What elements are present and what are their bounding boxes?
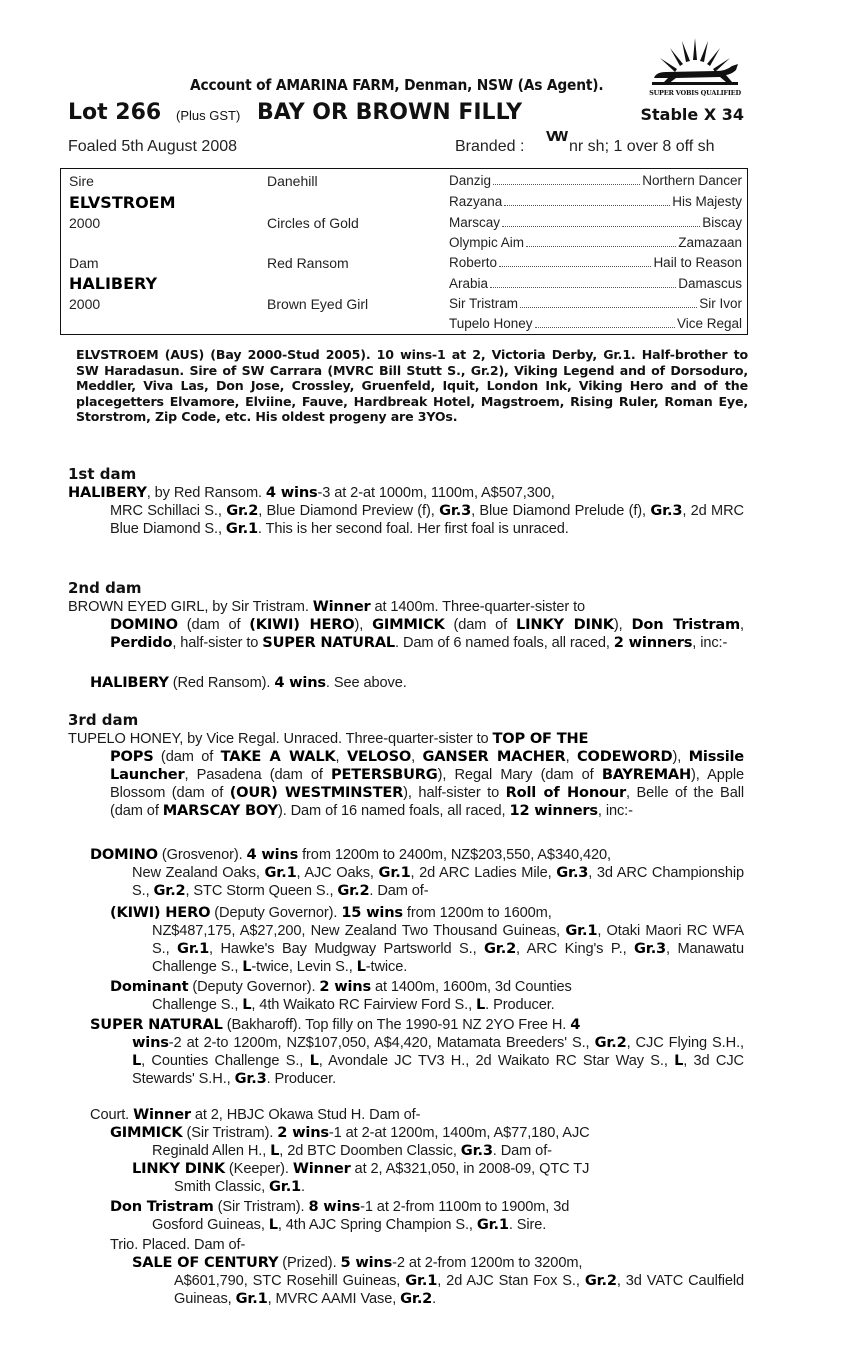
- second-dam-line: BROWN EYED GIRL, by Sir Tristram. Winner at 1400m. Three-quarter-sister to: [68, 598, 586, 615]
- pedigree-g3-row: Danzig Northern Dancer: [449, 173, 742, 188]
- dam-dam: Brown Eyed Girl: [267, 296, 369, 312]
- vendor-account-line: Account of AMARINA FARM, Denman, NSW (As Agent).: [190, 76, 604, 94]
- branded-label: Branded :: [455, 138, 525, 155]
- dam-sire: Red Ransom: [267, 255, 349, 271]
- second-dam-text: DOMINO (dam of (KIWI) HERO), GIMMICK (dam of LINKY DINK), Don Tristram, Perdido, half-sister to SUPER NATURAL. Dam of 6 named foals, all raced, 2 winners, inc:-: [110, 616, 744, 651]
- sire-sire: Danehill: [267, 173, 318, 189]
- gst-note: (Plus GST): [176, 108, 241, 123]
- progeny-kiwi-hero-text: NZ$487,175, A$27,200, New Zealand Two Thousand Guineas, Gr.1, Otaki Maori RC WFA S., Gr.1, Hawke's Bay Mudgway Partsworld S., Gr.2, ARC King's P., Gr.3, Manawatu Challenge S., L-twice, Levin S., L-twice.: [152, 922, 745, 975]
- progeny-super-natural-line: SUPER NATURAL (Bakharoff). Top filly on The 1990-91 NZ 2YO Free H. 4: [90, 1016, 581, 1033]
- pedigree-g3-row: Razyana His Majesty: [449, 194, 742, 209]
- first-dam-text: MRC Schillaci S., Gr.2, Blue Diamond Preview (f), Gr.3, Blue Diamond Prelude (f), Gr.3, 2d MRC Blue Diamond S., Gr.1. This is her second foal. Her first foal is unraced.: [110, 502, 744, 537]
- progeny-super-natural-text: wins-2 at 2-to 1200m, NZ$107,050, A$4,420, Matamata Breeders' S., Gr.2, CJC Flying S.H., L, Counties Challenge S., L, Avondale JC TV3 H., 2d Waikato RC Star Way S., L, 3d CJC Stewards' S.H., Gr.3. Producer.: [132, 1034, 744, 1087]
- lot-line: [68, 100, 744, 128]
- progeny-sale-of-century-text: A$601,790, STC Rosehill Guineas, Gr.1, 2d AJC Stan Fox S., Gr.2, 3d VATC Caulfield Guineas, Gr.1, MVRC AAMI Vase, Gr.2.: [174, 1272, 745, 1307]
- progeny-gimmick-line: GIMMICK (Sir Tristram). 2 wins-1 at 2-at 1200m, 1400m, A$77,180, AJC: [110, 1124, 590, 1141]
- first-dam-heading: 1st dam: [68, 465, 137, 483]
- pedigree-g3-row: Marscay Biscay: [449, 215, 742, 230]
- progeny-dominant-text: Challenge S., L, 4th Waikato RC Fairview Ford S., L. Producer.: [152, 996, 555, 1013]
- progeny-linky-dink-text: Smith Classic, Gr.1.: [174, 1178, 305, 1195]
- progeny-domino-text: New Zealand Oaks, Gr.1, AJC Oaks, Gr.1, 2d ARC Ladies Mile, Gr.3, 3d ARC Championship S., Gr.2, STC Storm Queen S., Gr.2. Dam of-: [132, 864, 745, 899]
- sire-year: 2000: [69, 215, 101, 231]
- lot-description: BAY OR BROWN FILLY: [257, 100, 523, 125]
- pedigree-g3-row: Arabia Damascus: [449, 276, 742, 291]
- progeny-court-line: Court. Winner at 2, HBJC Okawa Stud H. Dam of-: [90, 1106, 421, 1123]
- lot-number: Lot 266: [68, 100, 162, 125]
- pedigree-g3-row: Sir Tristram Sir Ivor: [449, 296, 742, 311]
- pedigree-table: [60, 168, 748, 335]
- progeny-don-tristram-line: Don Tristram (Sir Tristram). 8 wins-1 at 2-from 1100m to 1900m, 3d: [110, 1198, 570, 1215]
- pedigree-g3-row: Tupelo Honey Vice Regal: [449, 316, 742, 331]
- progeny-sale-of-century-line: SALE OF CENTURY (Prized). 5 wins-2 at 2-from 1200m to 3200m,: [132, 1254, 583, 1271]
- second-dam-progeny: HALIBERY (Red Ransom). 4 wins. See above.: [90, 674, 407, 691]
- logo-caption: SUPER VOBIS QUALIFIED: [649, 89, 741, 97]
- pedigree-g3-row: Olympic Aim Zamazaan: [449, 235, 742, 250]
- branded-details: nr sh; 1 over 8 off sh: [569, 138, 715, 155]
- progeny-trio-line: Trio. Placed. Dam of-: [110, 1237, 246, 1253]
- dam-year: 2000: [69, 296, 101, 312]
- sire-summary: ELVSTROEM (AUS) (Bay 2000-Stud 2005). 10 wins-1 at 2, Victoria Derby, Gr.1. Half-brother to SW Haradasun. Sire of SW Carrara (MVRC Bill Stutt S., Gr.2), Viking Legend and of Dorsoduro, Meddler, Viva Las, Don Jose, Crossley, Gruenfeld, Iquit, London Ink, Viking Hero and of the placegetters Elvamore, Elviine, Fauve, Hardbreak Hotel, Magstroem, Rising Ruler, Roman Eye, Storstrom, Zip Code, etc. His oldest progeny are 3YOs.: [76, 347, 748, 425]
- brand-mark-icon: VW: [546, 130, 567, 145]
- foaled-date: Foaled 5th August 2008: [68, 138, 238, 155]
- progeny-gimmick-text: Reginald Allen H., L, 2d BTC Doomben Classic, Gr.3. Dam of-: [152, 1142, 552, 1159]
- progeny-linky-dink-line: LINKY DINK (Keeper). Winner at 2, A$321,050, in 2008-09, QTC TJ: [132, 1160, 590, 1177]
- sire-dam: Circles of Gold: [267, 215, 359, 231]
- third-dam-text: POPS (dam of TAKE A WALK, VELOSO, GANSER MACHER, CODEWORD), Missile Launcher, Pasadena (dam of PETERSBURG), Regal Mary (dam of BAYREMAH), Apple Blossom (dam of (OUR) WESTMINSTER), half-sister to Roll of Honour, Belle of the Ball (dam of MARSCAY BOY). Dam of 16 named foals, all raced, 12 winners, inc:-: [110, 748, 745, 819]
- dam-name: HALIBERY: [69, 274, 158, 293]
- second-dam-heading: 2nd dam: [68, 579, 142, 597]
- pedigree-g3-row: Roberto Hail to Reason: [449, 255, 742, 270]
- sire-label: Sire: [69, 173, 94, 189]
- progeny-kiwi-hero-line: (KIWI) HERO (Deputy Governor). 15 wins from 1200m to 1600m,: [110, 904, 552, 921]
- progeny-domino-line: DOMINO (Grosvenor). 4 wins from 1200m to 2400m, NZ$203,550, A$340,420,: [90, 846, 611, 863]
- third-dam-line: TUPELO HONEY, by Vice Regal. Unraced. Three-quarter-sister to TOP OF THE: [68, 730, 589, 747]
- first-dam-line: HALIBERY, by Red Ransom. 4 wins-3 at 2-at 1000m, 1100m, A$507,300,: [68, 484, 555, 501]
- third-dam-heading: 3rd dam: [68, 711, 139, 729]
- sire-name: ELVSTROEM: [69, 193, 176, 212]
- progeny-don-tristram-text: Gosford Guineas, L, 4th AJC Spring Champion S., Gr.1. Sire.: [152, 1216, 547, 1233]
- dam-label: Dam: [69, 255, 99, 271]
- progeny-dominant-line: Dominant (Deputy Governor). 2 wins at 1400m, 1600m, 3d Counties: [110, 978, 572, 995]
- stable-number: Stable X 34: [640, 105, 744, 124]
